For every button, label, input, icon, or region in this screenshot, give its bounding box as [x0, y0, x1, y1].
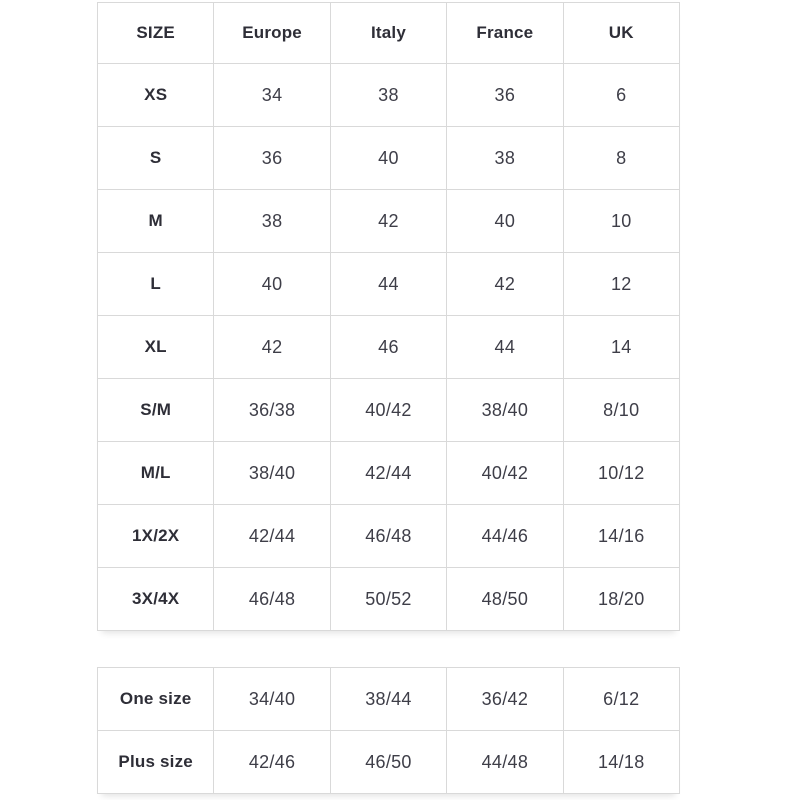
table-row — [98, 379, 680, 442]
size-value-cell: 14 — [563, 316, 679, 379]
size-value-cell: 48/50 — [447, 568, 563, 631]
size-value-cell: 46/48 — [330, 505, 446, 568]
size-value-cell: 38/44 — [330, 668, 446, 731]
size-value-cell: 38 — [330, 64, 446, 127]
size-value-cell: 44 — [447, 316, 563, 379]
size-value-cell: 46/48 — [214, 568, 330, 631]
table-row — [98, 64, 680, 127]
size-value-cell: 40/42 — [330, 379, 446, 442]
size-value-cell: 14/18 — [563, 731, 679, 794]
column-header-uk: UK — [563, 3, 679, 64]
size-value-cell: 46 — [330, 316, 446, 379]
row-label: L — [98, 253, 214, 316]
size-value-cell: 36/42 — [447, 668, 563, 731]
row-label: 3X/4X — [98, 568, 214, 631]
size-value-cell: 40 — [330, 127, 446, 190]
size-value-cell: 10/12 — [563, 442, 679, 505]
size-value-cell: 40 — [214, 253, 330, 316]
size-value-cell: 12 — [563, 253, 679, 316]
table-row — [98, 253, 680, 316]
row-label: S/M — [98, 379, 214, 442]
size-value-cell: 18/20 — [563, 568, 679, 631]
header-row — [98, 3, 680, 64]
size-value-cell: 34/40 — [214, 668, 330, 731]
row-label: One size — [98, 668, 214, 731]
size-value-cell: 50/52 — [330, 568, 446, 631]
table-row — [98, 505, 680, 568]
size-value-cell: 8/10 — [563, 379, 679, 442]
row-label: Plus size — [98, 731, 214, 794]
size-value-cell: 42/44 — [214, 505, 330, 568]
size-value-cell: 46/50 — [330, 731, 446, 794]
size-value-cell: 38 — [214, 190, 330, 253]
size-value-cell: 42/44 — [330, 442, 446, 505]
size-value-cell: 6 — [563, 64, 679, 127]
size-value-cell: 42/46 — [214, 731, 330, 794]
size-value-cell: 38 — [447, 127, 563, 190]
size-value-cell: 42 — [447, 253, 563, 316]
row-label: S — [98, 127, 214, 190]
size-value-cell: 36/38 — [214, 379, 330, 442]
size-value-cell: 8 — [563, 127, 679, 190]
size-value-cell: 42 — [214, 316, 330, 379]
size-value-cell: 14/16 — [563, 505, 679, 568]
size-value-cell: 40 — [447, 190, 563, 253]
column-header-europe: Europe — [214, 3, 330, 64]
size-value-cell: 44/46 — [447, 505, 563, 568]
column-header-size: SIZE — [98, 3, 214, 64]
size-value-cell: 6/12 — [563, 668, 679, 731]
size-value-cell: 44/48 — [447, 731, 563, 794]
row-label: XS — [98, 64, 214, 127]
special-sizes-table-body — [98, 668, 680, 794]
column-header-italy: Italy — [330, 3, 446, 64]
size-value-cell: 44 — [330, 253, 446, 316]
size-value-cell: 36 — [214, 127, 330, 190]
row-label: 1X/2X — [98, 505, 214, 568]
size-value-cell: 36 — [447, 64, 563, 127]
size-value-cell: 42 — [330, 190, 446, 253]
table-row — [98, 442, 680, 505]
row-label: M/L — [98, 442, 214, 505]
size-conversion-table — [97, 2, 680, 631]
row-label: M — [98, 190, 214, 253]
table-row — [98, 127, 680, 190]
size-table-body — [98, 64, 680, 631]
size-value-cell: 38/40 — [214, 442, 330, 505]
table-row — [98, 568, 680, 631]
size-value-cell: 10 — [563, 190, 679, 253]
column-header-france: France — [447, 3, 563, 64]
size-value-cell: 34 — [214, 64, 330, 127]
table-row — [98, 190, 680, 253]
special-sizes-table — [97, 667, 680, 794]
table-row — [98, 731, 680, 794]
table-row — [98, 316, 680, 379]
size-value-cell: 40/42 — [447, 442, 563, 505]
size-table-header — [98, 3, 680, 64]
table-row — [98, 668, 680, 731]
size-value-cell: 38/40 — [447, 379, 563, 442]
row-label: XL — [98, 316, 214, 379]
